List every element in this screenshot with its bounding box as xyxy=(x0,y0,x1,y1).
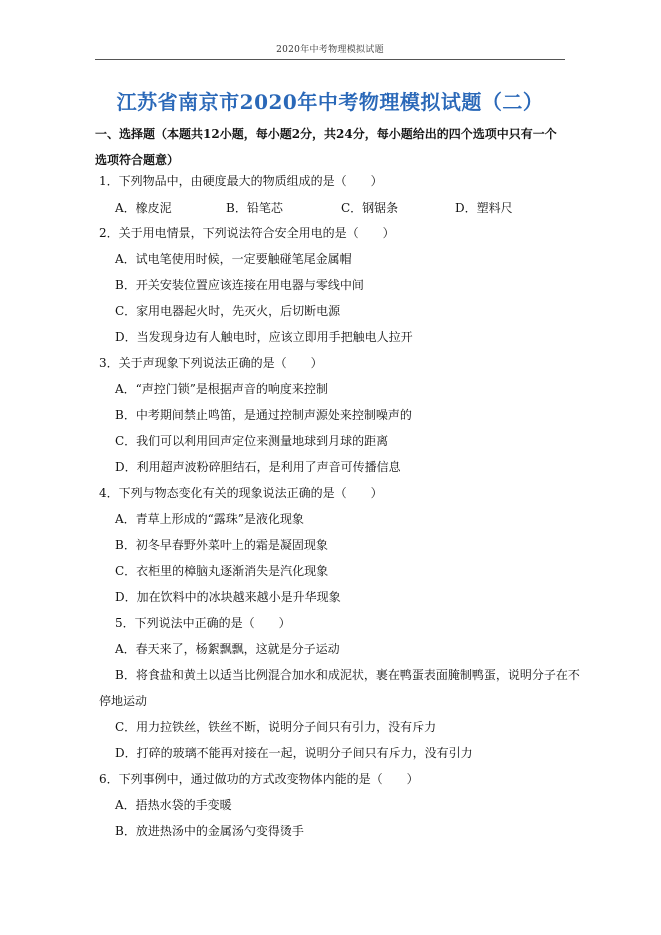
question-2-option-d: D．当发现身边有人触电时，应该立即用手把触电人拉开 xyxy=(115,330,413,344)
question-2-option-c: C．家用电器起火时，先灭火，后切断电源 xyxy=(115,304,341,318)
question-3-option-a: A．“声控门锁”是根据声音的响度来控制 xyxy=(115,382,328,396)
question-3-option-b: B．中考期间禁止鸣笛，是通过控制声源处来控制噪声的 xyxy=(115,408,412,422)
question-4-option-c: C．衣柜里的樟脑丸逐渐消失是汽化现象 xyxy=(115,564,329,578)
question-2-stem: 2．关于用电情景，下列说法符合安全用电的是（ ） xyxy=(99,226,395,240)
question-4-option-b: B．初冬早春野外菜叶上的霜是凝固现象 xyxy=(115,538,328,552)
option-b: B．铅笔芯 xyxy=(226,201,283,215)
header-divider xyxy=(95,59,565,60)
question-5-option-b-continued: 停地运动 xyxy=(99,694,148,708)
question-2-option-a: A．试电笔使用时候，一定要触碰笔尾金属帽 xyxy=(115,252,352,266)
question-5-option-d: D．打碎的玻璃不能再对接在一起，说明分子间只有斥力，没有引力 xyxy=(115,746,473,760)
option-d: D．塑料尺 xyxy=(455,201,513,215)
question-5-option-c: C．用力拉铁丝，铁丝不断，说明分子间只有引力，没有斥力 xyxy=(115,720,437,734)
question-1-stem: 1．下列物品中，由硬度最大的物质组成的是（ ） xyxy=(99,174,383,188)
question-6-option-a: A．捂热水袋的手变暖 xyxy=(115,798,232,812)
question-3-option-d: D．利用超声波粉碎胆结石，是利用了声音可传播信息 xyxy=(115,460,401,474)
option-c: C．钢锯条 xyxy=(341,201,399,215)
question-3-stem: 3．关于声现象下列说法正确的是（ ） xyxy=(99,356,323,370)
question-4-stem: 4．下列与物态变化有关的现象说法正确的是（ ） xyxy=(99,486,383,500)
question-4-option-a: A．青草上形成的“露珠”是液化现象 xyxy=(115,512,304,526)
question-6-stem: 6．下列事例中，通过做功的方式改变物体内能的是（ ） xyxy=(99,772,419,786)
option-a: A．橡皮泥 xyxy=(115,201,172,215)
question-3-option-c: C．我们可以利用回声定位来测量地球到月球的距离 xyxy=(115,434,389,448)
question-6-option-b: B．放进热汤中的金属汤勺变得烫手 xyxy=(115,824,304,838)
question-5-stem: 5．下列说法中正确的是（ ） xyxy=(115,616,291,630)
section-heading: 一、选择题（本题共12小题，每小题2分，共24分，每小题给出的四个选项中只有一个选项符合题意） xyxy=(95,127,557,167)
question-5-option-a: A．春天来了，杨絮飘飘，这就是分子运动 xyxy=(115,642,340,656)
question-4-option-d: D．加在饮料中的冰块越来越小是升华现象 xyxy=(115,590,341,604)
document-title: 江苏省南京市2020年中考物理模拟试题（二） xyxy=(116,90,544,114)
running-header: 2020年中考物理模拟试题 xyxy=(276,45,384,55)
question-5-option-b: B．将食盐和黄土以适当比例混合加水和成泥状，裹在鸭蛋表面腌制鸭蛋，说明分子在不 xyxy=(115,668,580,682)
question-2-option-b: B．开关安装位置应该连接在用电器与零线中间 xyxy=(115,278,364,292)
